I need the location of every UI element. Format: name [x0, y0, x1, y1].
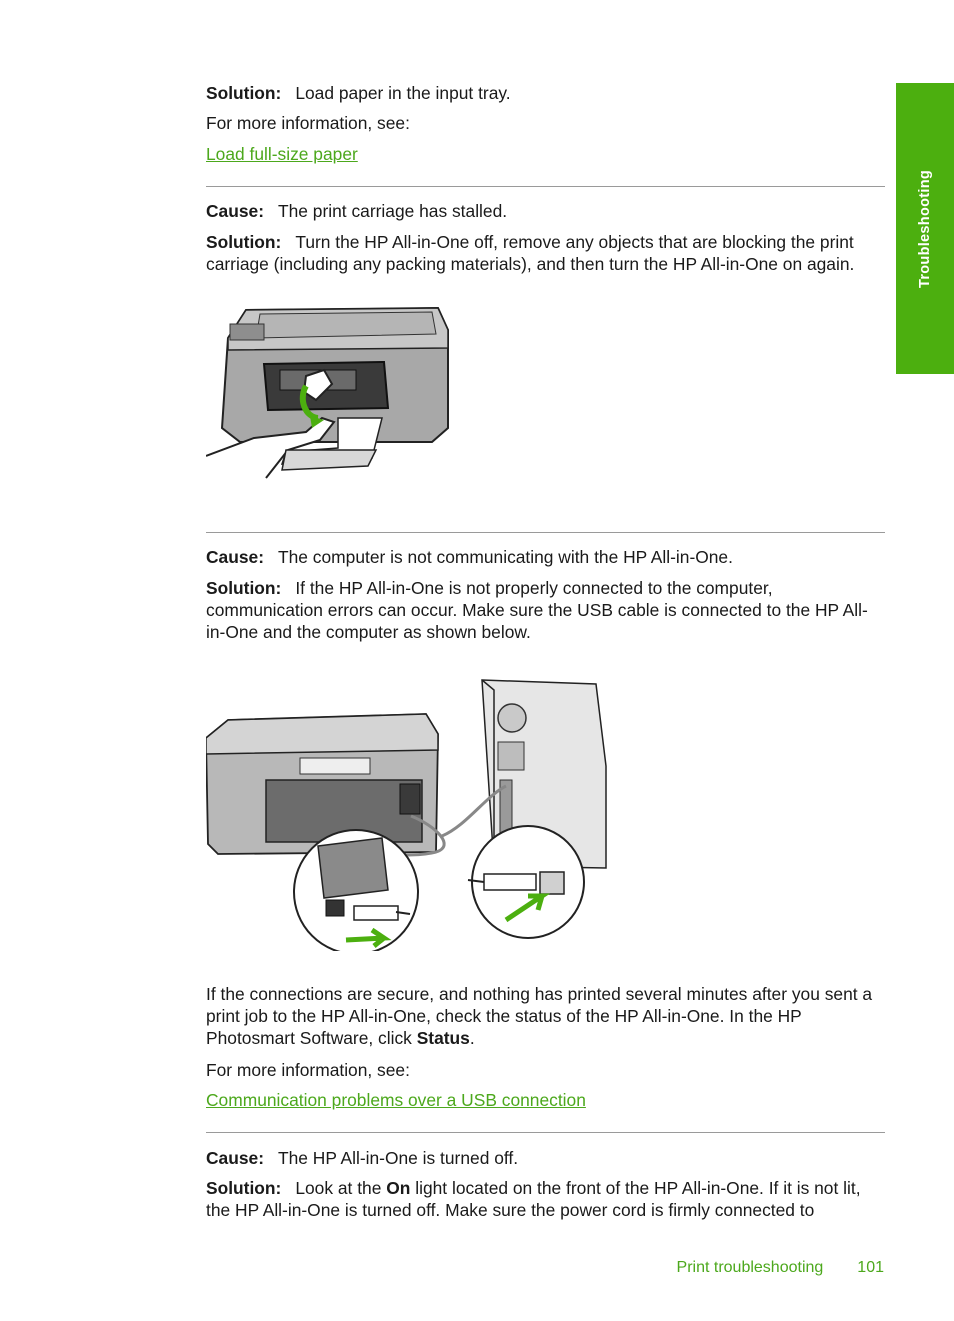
- footer-section-name: Print troubleshooting: [676, 1259, 824, 1276]
- status-bold: Status: [416, 1028, 470, 1048]
- section-divider: [206, 186, 885, 187]
- solution-label: Solution:: [206, 232, 282, 252]
- solution-text: If the HP All-in-One is not properly connected to the computer, communication errors can occur. Make sure the USB cable is connected to the HP All-in-One and the computer as shown below.: [206, 578, 868, 642]
- usb-communication-problems-link[interactable]: Communication problems over a USB connection: [206, 1090, 586, 1110]
- load-full-size-paper-link[interactable]: Load full-size paper: [206, 144, 358, 164]
- status-text-2: .: [469, 1028, 475, 1048]
- solution-carriage: [206, 231, 885, 275]
- cause-label: Cause:: [206, 547, 264, 567]
- side-tab-label: Troubleshooting: [917, 169, 933, 288]
- cause-label: Cause:: [206, 201, 264, 221]
- solution-bold: On: [386, 1178, 411, 1198]
- solution-text: Load paper in the input tray.: [295, 83, 511, 103]
- solution-label: Solution:: [206, 578, 282, 598]
- solution-load-paper: [206, 82, 885, 104]
- solution-power: [206, 1177, 885, 1221]
- section-divider: [206, 1132, 885, 1133]
- solution-label: Solution:: [206, 83, 282, 103]
- more-info-text: For more information, see:: [206, 113, 410, 133]
- cause-carriage-stalled: [206, 200, 885, 222]
- cause-text: The computer is not communicating with the HP All-in-One.: [278, 547, 733, 567]
- section-divider: [206, 532, 885, 533]
- status-instructions: [206, 983, 885, 1049]
- more-info-text: For more information, see:: [206, 1060, 410, 1080]
- solution-text-1: Look at the: [295, 1178, 387, 1198]
- solution-text: Turn the HP All-in-One off, remove any objects that are blocking the print carriage (including any packing materials), and then turn the HP All-in-One on again.: [206, 232, 855, 274]
- cause-text: The HP All-in-One is turned off.: [278, 1148, 519, 1168]
- cause-label: Cause:: [206, 1148, 264, 1168]
- solution-text-2: light located on the front of the HP All-in-One. If it is not lit, the HP All-in-One is turned off. Make sure the power cord is firmly connected to: [206, 1178, 861, 1220]
- footer-page-number: 101: [857, 1259, 884, 1276]
- side-tab-troubleshooting: [896, 83, 954, 374]
- solution-usb: [206, 577, 885, 643]
- printer-carriage-illustration: [206, 300, 456, 482]
- usb-connection-illustration: [206, 676, 612, 951]
- solution-label: Solution:: [206, 1178, 282, 1198]
- cause-text: The print carriage has stalled.: [278, 201, 508, 221]
- cause-turned-off: [206, 1147, 885, 1169]
- page-footer: [677, 1257, 884, 1279]
- cause-not-communicating: [206, 546, 885, 568]
- status-text-1: If the connections are secure, and nothing has printed several minutes after you sent a print job to the HP All-in-One, check the status of the HP All-in-One. In the HP Photosmart Software, click: [206, 984, 873, 1048]
